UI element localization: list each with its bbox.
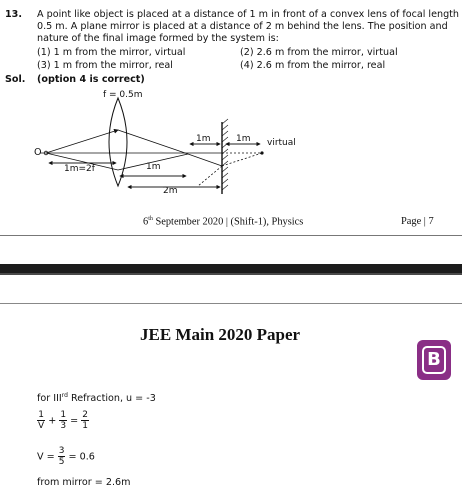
mirror-hatching: [222, 119, 228, 190]
convex-lens: [109, 98, 127, 186]
ray-upper-refracted: [118, 130, 188, 154]
footer-date: 6th September 2020 | (Shift-1), Physics: [143, 216, 304, 228]
ray-diagram: [0, 86, 462, 198]
dist-2f-label: 1m=2f: [64, 164, 95, 174]
object-label: O: [34, 147, 42, 158]
brand-logo: [417, 340, 451, 380]
question-text-line-3: nature of the final image formed by the system is:: [37, 33, 279, 44]
ray-reflected-dotted: [198, 166, 222, 186]
lens-equation: $\frac{1}{V}$ + $\frac{1}{3}$ = $\frac{2}{1}$: [38, 410, 88, 431]
option-3: (3) 1 m from the mirror, real: [37, 60, 173, 71]
question-text-line-2: 0.5 m. A plane mirror is placed at a distance of 2 m behind the lens. The position and: [37, 21, 448, 32]
footer-page-number: Page | 7: [401, 216, 434, 227]
footer-rule: [0, 235, 462, 236]
image-distance-equation: V = $\frac{3}{5}$ = 0.6: [37, 446, 95, 467]
option-1: (1) 1 m from the mirror, virtual: [37, 47, 186, 58]
dist-lens-focus-label: 1m: [146, 162, 161, 172]
dist-before-mirror-label: 1m: [196, 134, 211, 144]
option-2: (2) 2.6 m from the mirror, virtual: [240, 47, 398, 58]
option-4: (4) 2.6 m from the mirror, real: [240, 60, 386, 71]
virtual-ray-dotted: [222, 153, 262, 166]
focal-length-label: f = 0.5m: [103, 90, 143, 100]
refraction-line: for IIIrd Refraction, u = -3: [37, 392, 156, 405]
logo-letter: B: [427, 349, 441, 370]
ray-upper-continue: [188, 154, 222, 166]
question-text-line-1: A point like object is placed at a distance of 1 m in front of a convex lens of focal length: [37, 9, 460, 20]
paper-title: JEE Main 2020 Paper: [140, 325, 301, 344]
solution-label: Sol.: [5, 74, 26, 85]
header-rule: [0, 303, 462, 304]
image-point: [260, 151, 263, 154]
question-number: 13.: [5, 9, 22, 20]
dist-2m-label: 2m: [163, 186, 178, 196]
solution-answer: (option 4 is correct): [37, 74, 145, 85]
virtual-label: virtual: [267, 138, 296, 148]
result-line: from mirror = 2.6m: [37, 477, 131, 488]
dist-after-mirror-label: 1m: [236, 134, 251, 144]
page-separator: [0, 264, 462, 273]
ray-upper-incident: [46, 130, 118, 153]
